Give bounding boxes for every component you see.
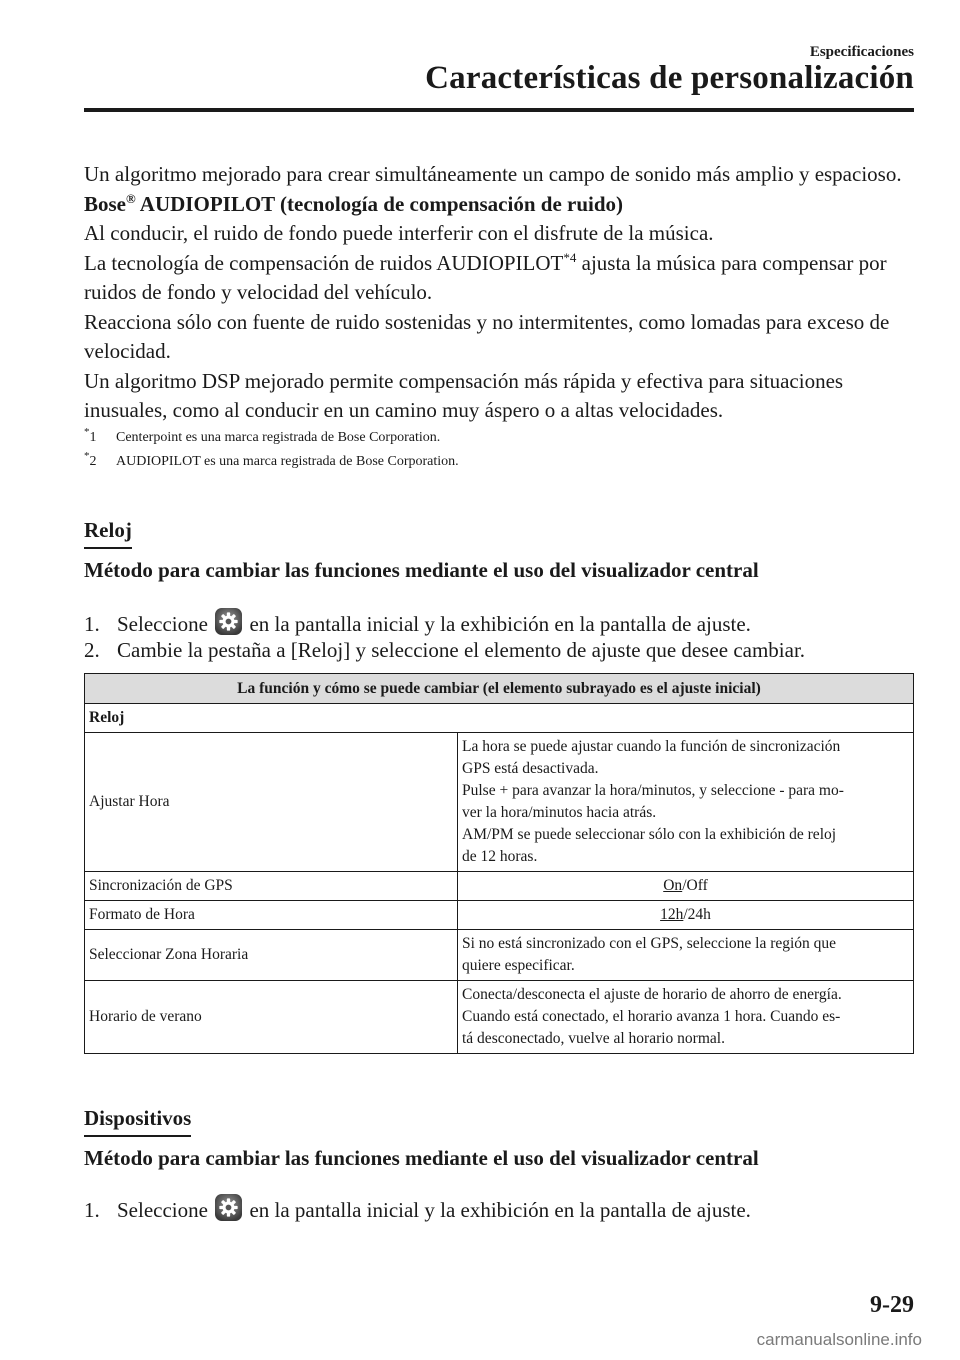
setting-label: Formato de Hora [85, 901, 458, 930]
page-number: 9-29 [870, 1292, 914, 1318]
watermark: carmanualsonline.info [756, 1330, 922, 1349]
step-item: 1. Seleccione en la pantalla inicial y la exhibición en la pantalla de ajuste. [84, 1194, 751, 1223]
setting-label: Ajustar Hora [85, 733, 458, 872]
footnote: *1 Centerpoint es una marca registrada de Bose Corporation. [84, 425, 441, 445]
setting-label: Horario de verano [85, 981, 458, 1054]
table-group: Reloj [85, 704, 914, 733]
setting-label: Seleccionar Zona Horaria [85, 930, 458, 981]
title-rule [84, 108, 914, 112]
body-text [84, 160, 914, 474]
setting-options: 12h/24h [458, 901, 914, 930]
table-row [85, 981, 914, 1054]
settings-gear-icon [215, 608, 242, 635]
step-item: 1. Seleccione en la pantalla inicial y la exhibición en la pantalla de ajuste. [84, 608, 751, 637]
paragraph: Reacciona sólo con fuente de ruido sostenidas y no intermitentes, como lomadas para exceso de velocidad. [84, 309, 890, 363]
paragraph: Un algoritmo DSP mejorado permite compensación más rápida y efectiva para situaciones inusuales, como al conducir en un camino muy áspero o a altas velocidades. [84, 368, 844, 422]
section-heading-dispositivos: Dispositivos [84, 1106, 191, 1137]
step-item: 2. Cambie la pestaña a [Reloj] y seleccione el elemento de ajuste que desee cambiar. [84, 638, 806, 662]
table-row [85, 930, 914, 981]
bose-heading: Bose® AUDIOPILOT (tecnología de compensación de ruido) [84, 190, 624, 216]
chapter-title: Características de personalización [425, 60, 914, 96]
section-heading-reloj: Reloj [84, 518, 132, 549]
running-head: Especificaciones [809, 44, 914, 60]
setting-options: On/Off [458, 872, 914, 901]
table-row [85, 872, 914, 901]
setting-description: Si no está sincronizado con el GPS, seleccione la región que quiere especificar. [458, 930, 914, 981]
method-heading: Método para cambiar las funciones mediante el uso del visualizador central [84, 558, 759, 582]
paragraph: La tecnología de compensación de ruidos AUDIOPILOT$^{*4}$ ajusta la música para compensar por ruidos de fondo y velocidad del vehículo. [84, 249, 887, 304]
settings-gear-icon [215, 1194, 242, 1221]
paragraph: Al conducir, el ruido de fondo puede interferir con el disfrute de la música. [84, 221, 714, 245]
setting-description: Conecta/desconecta el ajuste de horario de ahorro de energía. Cuando está conectado, el horario avanza 1 hora. Cuando es- tá desconectado, vuelve al horario normal. [458, 981, 914, 1054]
setting-description: La hora se puede ajustar cuando la función de sincronización GPS está desactivada. Pulse + para avanzar la hora/minutos, y seleccione - para mo- ver la hora/minutos hacia atrás. AM/PM se puede seleccionar sólo con la exhibición de reloj de 12 horas. [458, 733, 914, 872]
table-header: La función y cómo se puede cambiar (el elemento subrayado es el ajuste inicial) [85, 674, 914, 704]
method-heading: Método para cambiar las funciones mediante el uso del visualizador central [84, 1146, 759, 1170]
setting-label: Sincronización de GPS [85, 872, 458, 901]
table-row [85, 901, 914, 930]
footnote: *2 AUDIOPILOT es una marca registrada de Bose Corporation. [84, 449, 459, 469]
paragraph: Un algoritmo mejorado para crear simultáneamente un campo de sonido más amplio y espacioso. [84, 162, 902, 186]
settings-table [84, 673, 914, 1054]
table-row [85, 733, 914, 872]
